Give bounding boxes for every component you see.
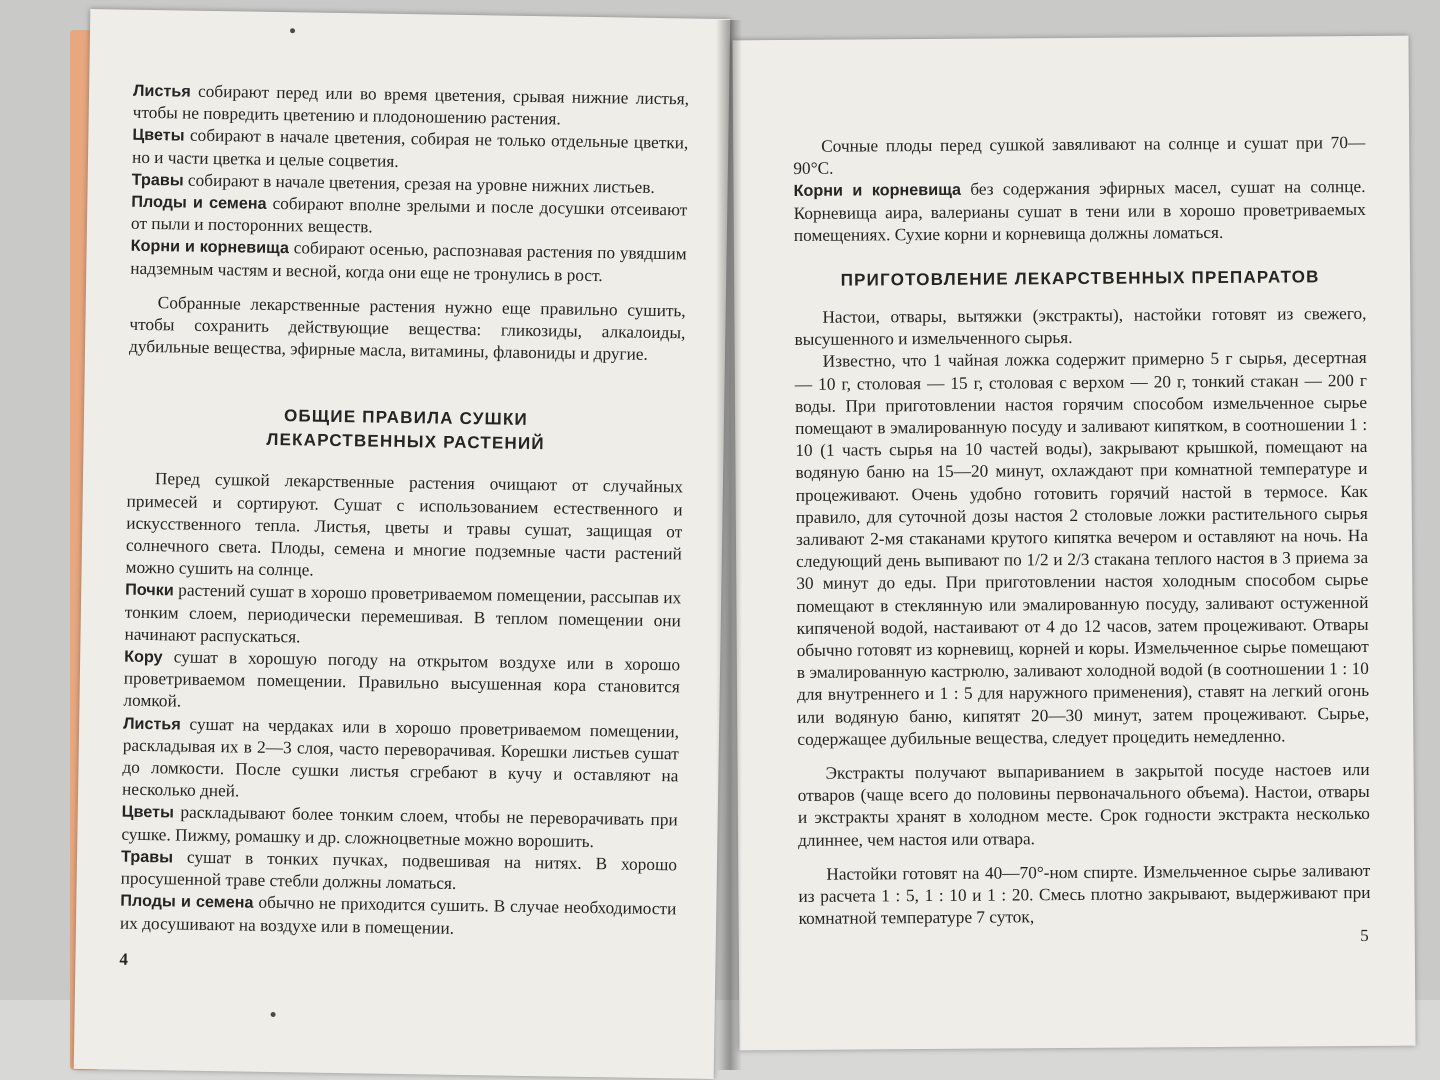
intro-paragraph: Собранные лекарственные растения нужно еще правильно сушить, чтобы сохранить действующие вещества: гликозиды, алкалоиды, дубильные вещества, эфирные масла, витамины, флавониды и другие. [128, 292, 686, 365]
paper-speck [271, 1012, 276, 1017]
book-gutter [716, 20, 742, 1070]
paragraph: Сочные плоды перед сушкой завяливают на солнце и сушат при 70—90°С. [793, 132, 1366, 179]
paragraph: Кору сушат в хорошую погоду на открытом воздухе или в хорошо проветриваемом помещении. Правильно высушенная кора становится ломкой. [123, 647, 681, 712]
paper-speck [290, 28, 295, 33]
paragraph: Плоды и семена собирают вполне зрелыми и после досушки отсеивают от пыли и посторонних веществ. [130, 192, 688, 237]
paragraph: Настои, отвары, вытяжки (экстракты), настойки готовят из свежего, высушенного и измельченного сырья. [794, 303, 1367, 350]
page-number: 4 [119, 949, 129, 969]
paragraph: Корни и корневища собирают осенью, распознавая растения по увядшим надземным частям и весной, когда они еще не тронулись в рост. [130, 237, 687, 285]
paragraph: Цветы собирают в начале цветения, собирая не только отдельные цветки, но и части цветка и целые соцветия. [131, 125, 689, 171]
right-text-column [793, 132, 1371, 930]
paragraph: Известно, что 1 чайная ложка содержит примерно 5 г сырья, десертная — 10 г, столовая — 15 г, столовая с верхом — 20 г, тонкий стакан — 200 г воды. При приготовлении настоя горячим способом измельченное сырье помещают в эмалированную посуду и заливают кипятком, в соотношении 1 : 10 (1 часть сырья на 10 частей воды), закрывают крышкой, помещают на водяную баню на 15—20 минут, охлаждают при комнатной температуре и процеживают. Очень удобно готовить горячий настой в термосе. Как правило, для суточной дозы настоя 2 столовые ложки растительного сырья заливают 2-мя стаканами крутого кипятка вечером и оставляют на ночь. На следующий день выпивают по 1/2 и 2/3 стакана теплого настоя в 3 приема за 30 минут до еды. При приготовлении настоя холодным способом сырье помещают в стеклянную или эмалированную посуду, заливают остуженной кипяченой водой, настаивают от 4 до 12 часов, затем процеживают. Отвары обычно готовят из корневищ, корней и коры. Измельченное сырье помещают в эмалированную кастрюлю, заливают холодной водой (в соотношении 1 : 10 для внутреннего и 1 : 5 для наружного применения), ставят на легкий огонь или водяную баню, кипятят 20—30 минут, затем процеживают. Сырье, содержащее дубильные вещества, следует процедить немедленно. [794, 348, 1370, 749]
paragraph: Экстракты получают выпариванием в закрытой посуде настоев или отваров (чаще всего до половины первоначального объема). Настои, отвары и экстракты хранят в холодном месте. Срок годности экстракта несколько длиннее, чем настоя или отвара. [797, 760, 1370, 850]
paragraph: Почки растений сушат в хорошо проветриваемом помещении, рассыпав их тонким слоем, периодически перемешивая. В теплом помещении они начинают распускаться. [124, 580, 682, 647]
left-text-column [120, 80, 689, 943]
paragraph: Листья сушат на чердаках или в хорошо проветриваемом помещении, раскладывая их в 2—3 слоя, часто переворачивая. Корешки листьев сушат до ломкости. После сушки листья сгребают в кучу и оставляют на несколько дней. [121, 714, 680, 801]
paragraph: Листья собирают перед или во время цветения, срывая нижние листья, чтобы не повредить цветению и плодоношению растения. [132, 81, 690, 129]
paragraph: Корни и корневища без содержания эфирных масел, сушат на солнце. Корневища аира, валерианы сушат в тени или в хорошо проветриваемых помещениях. Сухие корни и корневища должны ломаться. [793, 177, 1366, 245]
page-number: 5 [1360, 925, 1369, 946]
section-heading: ПРИГОТОВЛЕНИЕ ЛЕКАРСТВЕННЫХ ПРЕПАРАТОВ [840, 267, 1320, 290]
drying-intro-paragraph: Перед сушкой лекарственные растения очищают от случайных примесей и сортируют. Сушат с использованием естественного и искусственного тепла. Листья, цветы и травы сушат, защищая от солнечного света. Плоды, семена и многие подземные части растений можно сушить на солнце. [125, 469, 684, 580]
left-page [74, 9, 731, 1079]
paragraph: Настойки готовят на 40—70°-ном спирте. Измельченное сырье заливают из расчета 1 : 5, 1 : 10 и 1 : 20. Смесь плотно закрывают, выдерживают при комнатной температуре 7 суток, [798, 860, 1371, 929]
section-heading: ОБЩИЕ ПРАВИЛА СУШКИ ЛЕКАРСТВЕННЫХ РАСТЕНИЙ [266, 406, 545, 454]
paragraph: Плоды и семена обычно не приходится сушить. В случае необходимости их досушивают на воздухе или в помещении. [119, 891, 677, 938]
paragraph: Цветы раскладывают более тонким слоем, чтобы не переворачивать при сушке. Пижму, ромашку и др. сложноцветные можно ворошить. [121, 802, 678, 851]
paragraph: Травы собирают в начале цветения, срезая на уровне нижних листьев. [131, 170, 655, 197]
right-page [732, 36, 1415, 1051]
paragraph: Травы сушат в тонких пучках, подвешивая на нитях. В хорошо просушенной траве стебли должны ломаться. [120, 847, 678, 893]
